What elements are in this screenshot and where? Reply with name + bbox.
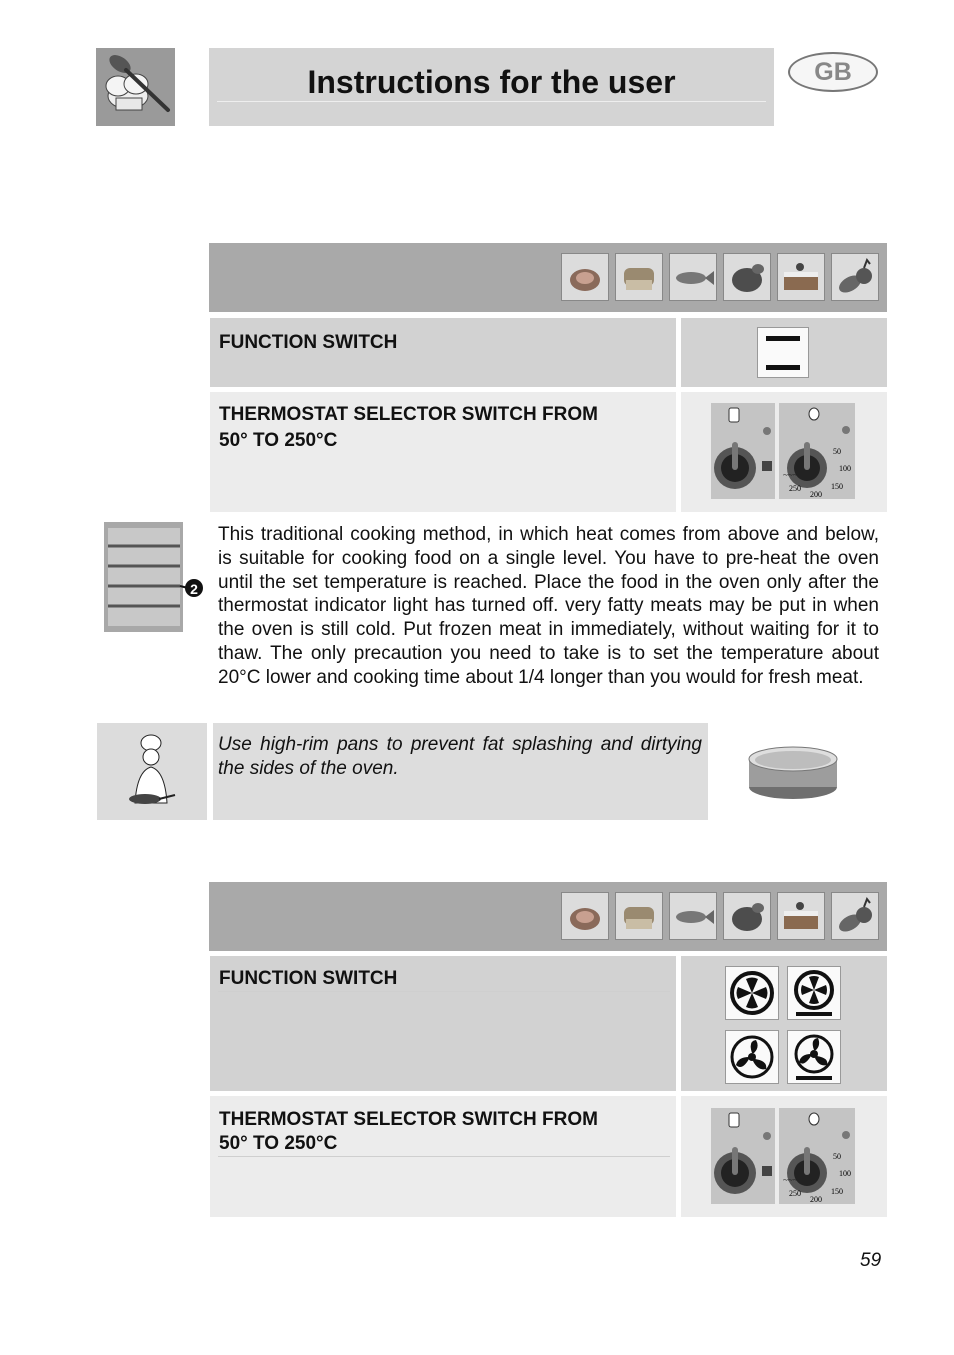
tip-text: Use high-rim pans to prevent fat splashing and dirtying the sides of the oven. [218, 734, 702, 779]
section1-food-band [209, 243, 887, 312]
language-badge: GB [788, 52, 878, 92]
cooking-description: This traditional cooking method, in which heat comes from above and below, is suitable for cooking food on a single level. You have to pre-heat the oven until the set temperature is reached. Place the food in the oven only after the thermostat indicator light has turned off. very fatty meats may be put in when the oven is still cold. Put frozen meat in immediately, without waiting for it to thaw. The only precaution you need to take is to set the temperature about 20°C lower and cooking time about 1/4 longer than you would for fresh meat. [218, 524, 879, 688]
section1-thermostat-cell [210, 392, 676, 512]
dial-mark-150: 150 [831, 482, 843, 491]
dial-mark-100: 100 [839, 1169, 851, 1178]
header-divider [217, 101, 766, 102]
fish-icon [669, 253, 717, 301]
roast-chicken-icon [723, 892, 771, 940]
meat-roast-icon [561, 253, 609, 301]
thermostat-label-line2: 50° TO 250°C [219, 430, 338, 451]
function-switch-label: FUNCTION SWITCH [219, 968, 398, 989]
cake-slice-icon [777, 892, 825, 940]
high-rim-pan-icon [708, 723, 878, 820]
vegetables-icon [831, 253, 879, 301]
oven-shelf-illustration [104, 522, 210, 634]
dial-mark-100: 100 [839, 464, 851, 473]
shelf-number: 2 [190, 581, 198, 597]
chef-logo [96, 48, 175, 126]
thermostat-label-line1: THERMOSTAT SELECTOR SWITCH FROM [219, 404, 598, 425]
svg-text:~~~: ~~~ [783, 470, 798, 480]
meat-roast-icon [561, 892, 609, 940]
dial-mark-200: 200 [810, 1195, 822, 1204]
dial-mark-50: 50 [833, 447, 841, 456]
oven-shelves-icon [104, 522, 210, 634]
dial-mark-250: 250 [789, 1189, 801, 1198]
top-bottom-heat-icon [757, 327, 809, 378]
round-pan-illustration [708, 723, 878, 820]
fish-icon [669, 892, 717, 940]
thermostat-dial-illustration [681, 1096, 887, 1217]
food-icons-row [561, 892, 879, 940]
dial-mark-50: 50 [833, 1152, 841, 1161]
dial-mark-150: 150 [831, 1187, 843, 1196]
bread-loaf-icon [615, 253, 663, 301]
section2-dial-cell [681, 1096, 887, 1217]
section2-function-symbols-cell [681, 956, 887, 1091]
section1-dial-cell [681, 392, 887, 512]
chef-hat-spoon-icon [96, 48, 175, 126]
thermostat-dial-illustration [681, 392, 887, 512]
dial-mark-250: 250 [789, 484, 801, 493]
function-switch-label: FUNCTION SWITCH [219, 332, 398, 353]
page-number: 59 [860, 1250, 882, 1271]
label-underline [218, 1156, 670, 1157]
svg-text:~~~: ~~~ [783, 1175, 798, 1185]
cake-slice-icon [777, 253, 825, 301]
vegetables-icon [831, 892, 879, 940]
section2-thermostat-cell [210, 1096, 676, 1217]
fan-bottom-icon [787, 1030, 841, 1084]
dial-mark-200: 200 [810, 490, 822, 499]
food-icons-row [561, 253, 879, 301]
section1-function-symbol-cell [681, 318, 887, 387]
chef-tip-icon-cell [97, 723, 207, 820]
fan-ring-bottom-icon [787, 966, 841, 1020]
thermostat-label-line1: THERMOSTAT SELECTOR SWITCH FROM [219, 1109, 598, 1130]
fan-ring-icon [725, 966, 779, 1020]
section2-food-band [209, 882, 887, 951]
roast-chicken-icon [723, 253, 771, 301]
chef-cooking-icon [97, 723, 207, 820]
page-title: Instructions for the user [307, 64, 676, 100]
section2-function-switch-cell [210, 956, 676, 1091]
section1-function-switch-cell [210, 318, 676, 387]
fan-icon [725, 1030, 779, 1084]
bread-loaf-icon [615, 892, 663, 940]
thermostat-label-line2: 50° TO 250°C [219, 1133, 338, 1154]
label-underline [218, 991, 670, 992]
